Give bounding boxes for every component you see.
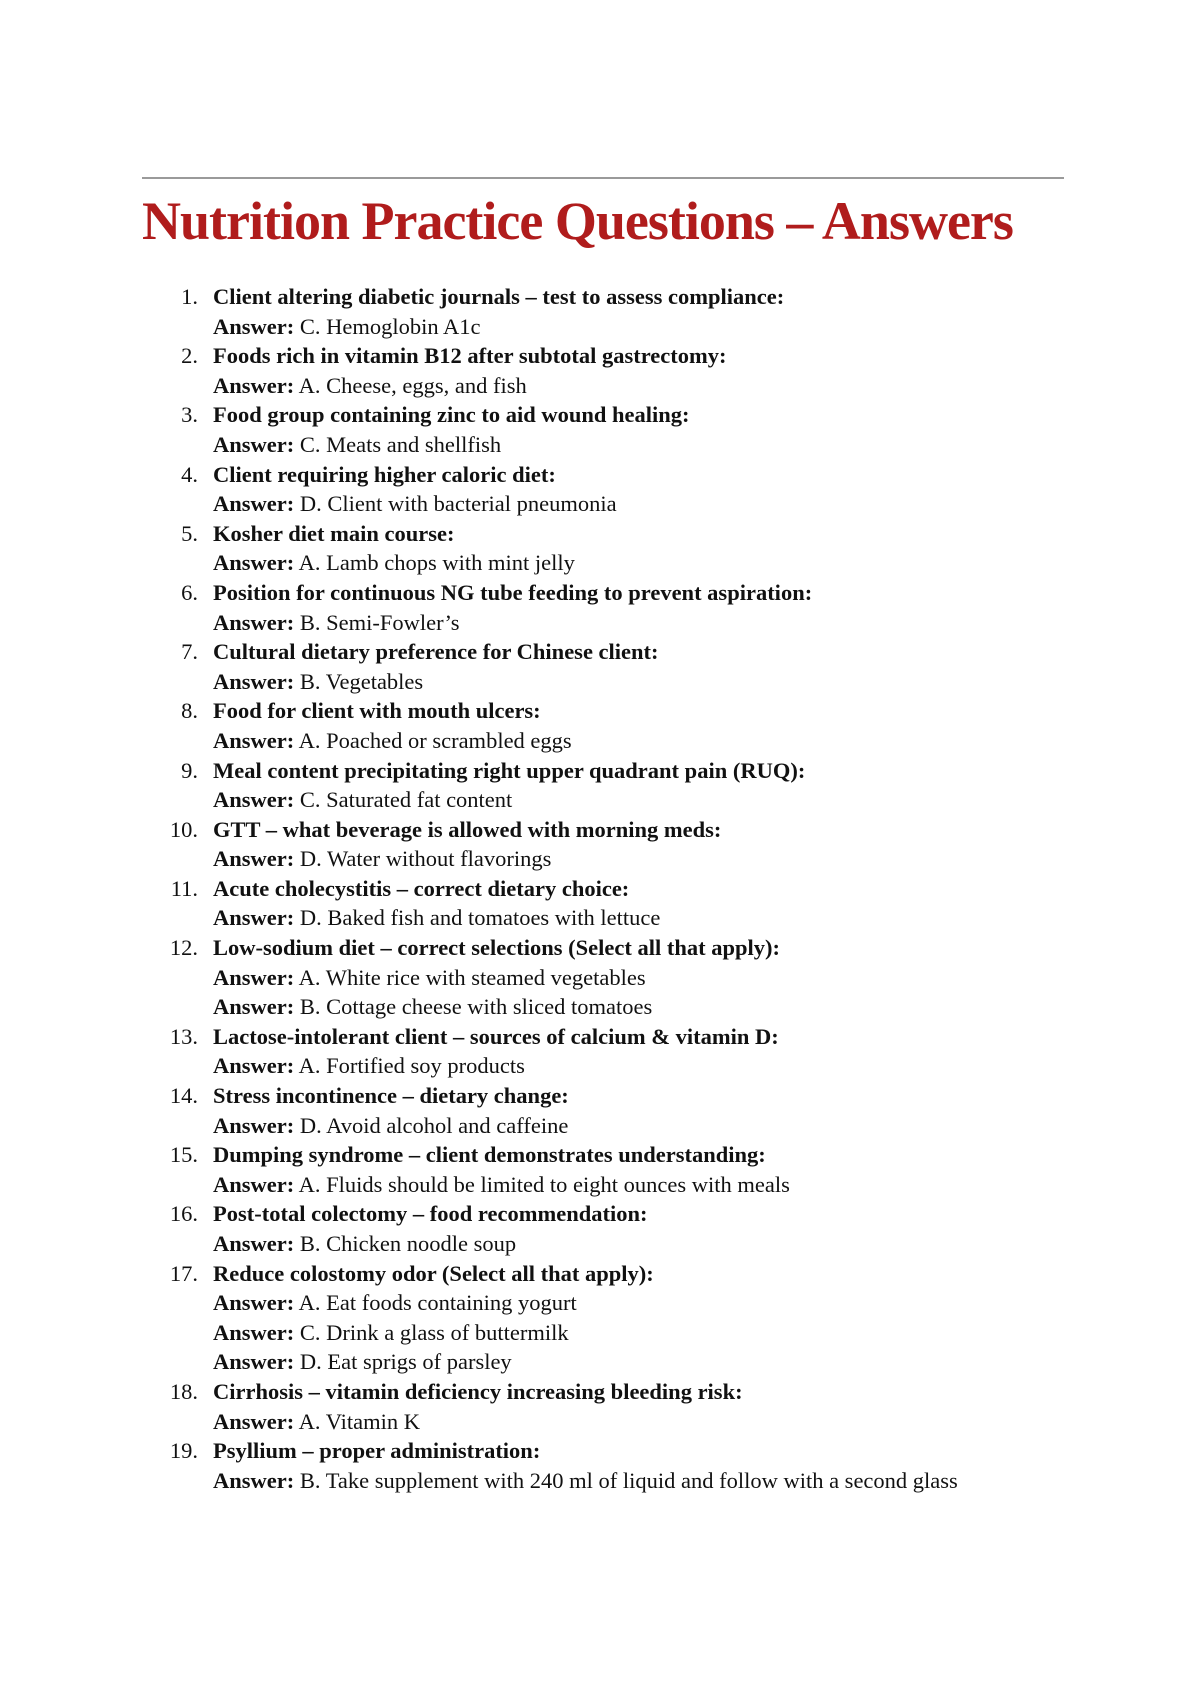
question-number: 17. bbox=[169, 1260, 198, 1286]
answer-line bbox=[213, 1347, 1068, 1377]
answer-label: Answer: bbox=[213, 905, 295, 931]
answer-line bbox=[213, 844, 1068, 874]
question-number: 13. bbox=[169, 1023, 198, 1049]
question-number: 8. bbox=[181, 698, 198, 724]
question-text: Acute cholecystitis – correct dietary choice: bbox=[213, 875, 630, 901]
answer-line bbox=[213, 992, 1068, 1022]
answer-line bbox=[213, 1111, 1068, 1141]
answer-text: A. Fortified soy products bbox=[298, 1053, 525, 1079]
answer-line bbox=[213, 963, 1068, 993]
answer-text: A. Vitamin K bbox=[298, 1408, 420, 1434]
answer-text: B. Take supplement with 240 ml of liquid and follow with a second glass bbox=[299, 1467, 958, 1493]
question-number: 4. bbox=[181, 461, 198, 487]
answer-line bbox=[213, 1466, 1068, 1496]
answer-line bbox=[213, 548, 1068, 578]
question-item bbox=[168, 578, 1068, 637]
question-text: Food group containing zinc to aid wound healing: bbox=[213, 402, 690, 428]
answer-text: D. Eat sprigs of parsley bbox=[299, 1349, 512, 1375]
answer-label: Answer: bbox=[213, 994, 295, 1020]
answer-line bbox=[213, 785, 1068, 815]
answer-text: B. Vegetables bbox=[299, 668, 424, 694]
question-number: 2. bbox=[181, 343, 198, 369]
question-number: 7. bbox=[181, 639, 198, 665]
answer-label: Answer: bbox=[213, 431, 295, 457]
answer-label: Answer: bbox=[213, 846, 295, 872]
answer-text: D. Client with bacterial pneumonia bbox=[299, 491, 617, 517]
question-number: 18. bbox=[169, 1378, 198, 1404]
question-text: Food for client with mouth ulcers: bbox=[213, 698, 541, 724]
header-rule bbox=[142, 177, 1064, 179]
answer-text: B. Cottage cheese with sliced tomatoes bbox=[299, 994, 653, 1020]
answer-label: Answer: bbox=[213, 1349, 295, 1375]
answer-label: Answer: bbox=[213, 1053, 295, 1079]
page-title: Nutrition Practice Questions – Answers bbox=[142, 191, 1013, 251]
question-item bbox=[168, 1199, 1068, 1258]
question-text: Position for continuous NG tube feeding to prevent aspiration: bbox=[213, 579, 813, 605]
answer-label: Answer: bbox=[213, 1290, 295, 1316]
question-item bbox=[168, 933, 1068, 1022]
question-item bbox=[168, 637, 1068, 696]
question-text: Cirrhosis – vitamin deficiency increasing bleeding risk: bbox=[213, 1378, 743, 1404]
answer-line bbox=[213, 430, 1068, 460]
answer-line bbox=[213, 489, 1068, 519]
answer-text: B. Chicken noodle soup bbox=[299, 1231, 517, 1256]
question-text: Reduce colostomy odor (Select all that apply): bbox=[213, 1260, 654, 1286]
question-item bbox=[168, 1377, 1068, 1436]
answer-label: Answer: bbox=[213, 1467, 295, 1493]
question-text: GTT – what beverage is allowed with morning meds: bbox=[213, 816, 722, 842]
question-text: Client altering diabetic journals – test to assess compliance: bbox=[213, 284, 785, 309]
question-number: 12. bbox=[169, 935, 198, 961]
question-item bbox=[168, 874, 1068, 933]
answer-label: Answer: bbox=[213, 609, 295, 635]
answer-label: Answer: bbox=[213, 1231, 295, 1256]
question-text: Kosher diet main course: bbox=[213, 520, 455, 546]
question-text: Client requiring higher caloric diet: bbox=[213, 461, 556, 487]
question-number: 16. bbox=[169, 1201, 198, 1227]
answer-line bbox=[213, 1407, 1068, 1437]
question-item bbox=[168, 519, 1068, 578]
answer-line bbox=[213, 903, 1068, 933]
question-item bbox=[168, 460, 1068, 519]
question-text: Low-sodium diet – correct selections (Select all that apply): bbox=[213, 935, 780, 961]
answer-line bbox=[213, 1288, 1068, 1318]
answer-text: C. Meats and shellfish bbox=[299, 431, 502, 457]
question-text: Post-total colectomy – food recommendation: bbox=[213, 1201, 648, 1227]
answer-label: Answer: bbox=[213, 668, 295, 694]
answer-line bbox=[213, 1318, 1068, 1348]
answer-label: Answer: bbox=[213, 1171, 295, 1197]
question-number: 11. bbox=[170, 875, 198, 901]
answer-text: A. Poached or scrambled eggs bbox=[298, 727, 572, 753]
question-item bbox=[168, 1259, 1068, 1377]
answer-text: A. White rice with steamed vegetables bbox=[298, 964, 646, 990]
question-number: 10. bbox=[169, 816, 198, 842]
question-item bbox=[168, 815, 1068, 874]
question-text: Meal content precipitating right upper quadrant pain (RUQ): bbox=[213, 757, 806, 783]
question-number: 3. bbox=[181, 402, 198, 428]
answer-text: A. Eat foods containing yogurt bbox=[298, 1290, 577, 1316]
question-number: 1. bbox=[181, 284, 198, 309]
answer-label: Answer: bbox=[213, 491, 295, 517]
answer-label: Answer: bbox=[213, 1408, 295, 1434]
question-item bbox=[168, 756, 1068, 815]
question-text: Dumping syndrome – client demonstrates understanding: bbox=[213, 1142, 766, 1168]
question-number: 9. bbox=[181, 757, 198, 783]
answer-text: C. Hemoglobin A1c bbox=[299, 313, 481, 339]
question-number: 14. bbox=[169, 1083, 198, 1109]
answer-label: Answer: bbox=[213, 964, 295, 990]
question-item bbox=[168, 341, 1068, 400]
question-text: Psyllium – proper administration: bbox=[213, 1438, 541, 1464]
answer-text: A. Lamb chops with mint jelly bbox=[298, 550, 575, 576]
question-text: Stress incontinence – dietary change: bbox=[213, 1083, 569, 1109]
answer-line bbox=[213, 1051, 1068, 1081]
answer-label: Answer: bbox=[213, 787, 295, 813]
answer-line bbox=[213, 726, 1068, 756]
answer-text: D. Water without flavorings bbox=[299, 846, 552, 872]
question-number: 5. bbox=[181, 520, 198, 546]
question-number: 6. bbox=[181, 579, 198, 605]
answer-label: Answer: bbox=[213, 727, 295, 753]
answer-label: Answer: bbox=[213, 313, 295, 339]
question-item bbox=[168, 1140, 1068, 1199]
answer-line bbox=[213, 667, 1068, 697]
question-item bbox=[168, 1436, 1068, 1495]
answer-text: C. Drink a glass of buttermilk bbox=[299, 1319, 569, 1345]
question-item bbox=[168, 1022, 1068, 1081]
question-number: 15. bbox=[169, 1142, 198, 1168]
answer-text: B. Semi-Fowler’s bbox=[299, 609, 460, 635]
answer-line bbox=[213, 608, 1068, 638]
question-text: Lactose-intolerant client – sources of calcium & vitamin D: bbox=[213, 1023, 779, 1049]
answer-text: D. Baked fish and tomatoes with lettuce bbox=[299, 905, 661, 931]
answer-line bbox=[213, 1170, 1068, 1200]
question-text: Foods rich in vitamin B12 after subtotal gastrectomy: bbox=[213, 343, 727, 369]
answer-text: A. Cheese, eggs, and fish bbox=[298, 372, 527, 398]
answer-label: Answer: bbox=[213, 1112, 295, 1138]
question-number: 19. bbox=[169, 1438, 198, 1464]
question-list bbox=[168, 282, 1068, 1495]
answer-label: Answer: bbox=[213, 372, 295, 398]
question-item bbox=[168, 696, 1068, 755]
answer-text: A. Fluids should be limited to eight ounces with meals bbox=[298, 1171, 790, 1197]
question-item bbox=[168, 1081, 1068, 1140]
question-item bbox=[168, 400, 1068, 459]
answer-line bbox=[213, 371, 1068, 401]
answer-label: Answer: bbox=[213, 1319, 295, 1345]
question-text: Cultural dietary preference for Chinese client: bbox=[213, 639, 659, 665]
question-item bbox=[168, 282, 1068, 341]
answer-label: Answer: bbox=[213, 550, 295, 576]
answer-text: C. Saturated fat content bbox=[299, 787, 513, 813]
answer-line bbox=[213, 312, 1068, 342]
answer-line bbox=[213, 1229, 1068, 1259]
answer-text: D. Avoid alcohol and caffeine bbox=[299, 1112, 569, 1138]
